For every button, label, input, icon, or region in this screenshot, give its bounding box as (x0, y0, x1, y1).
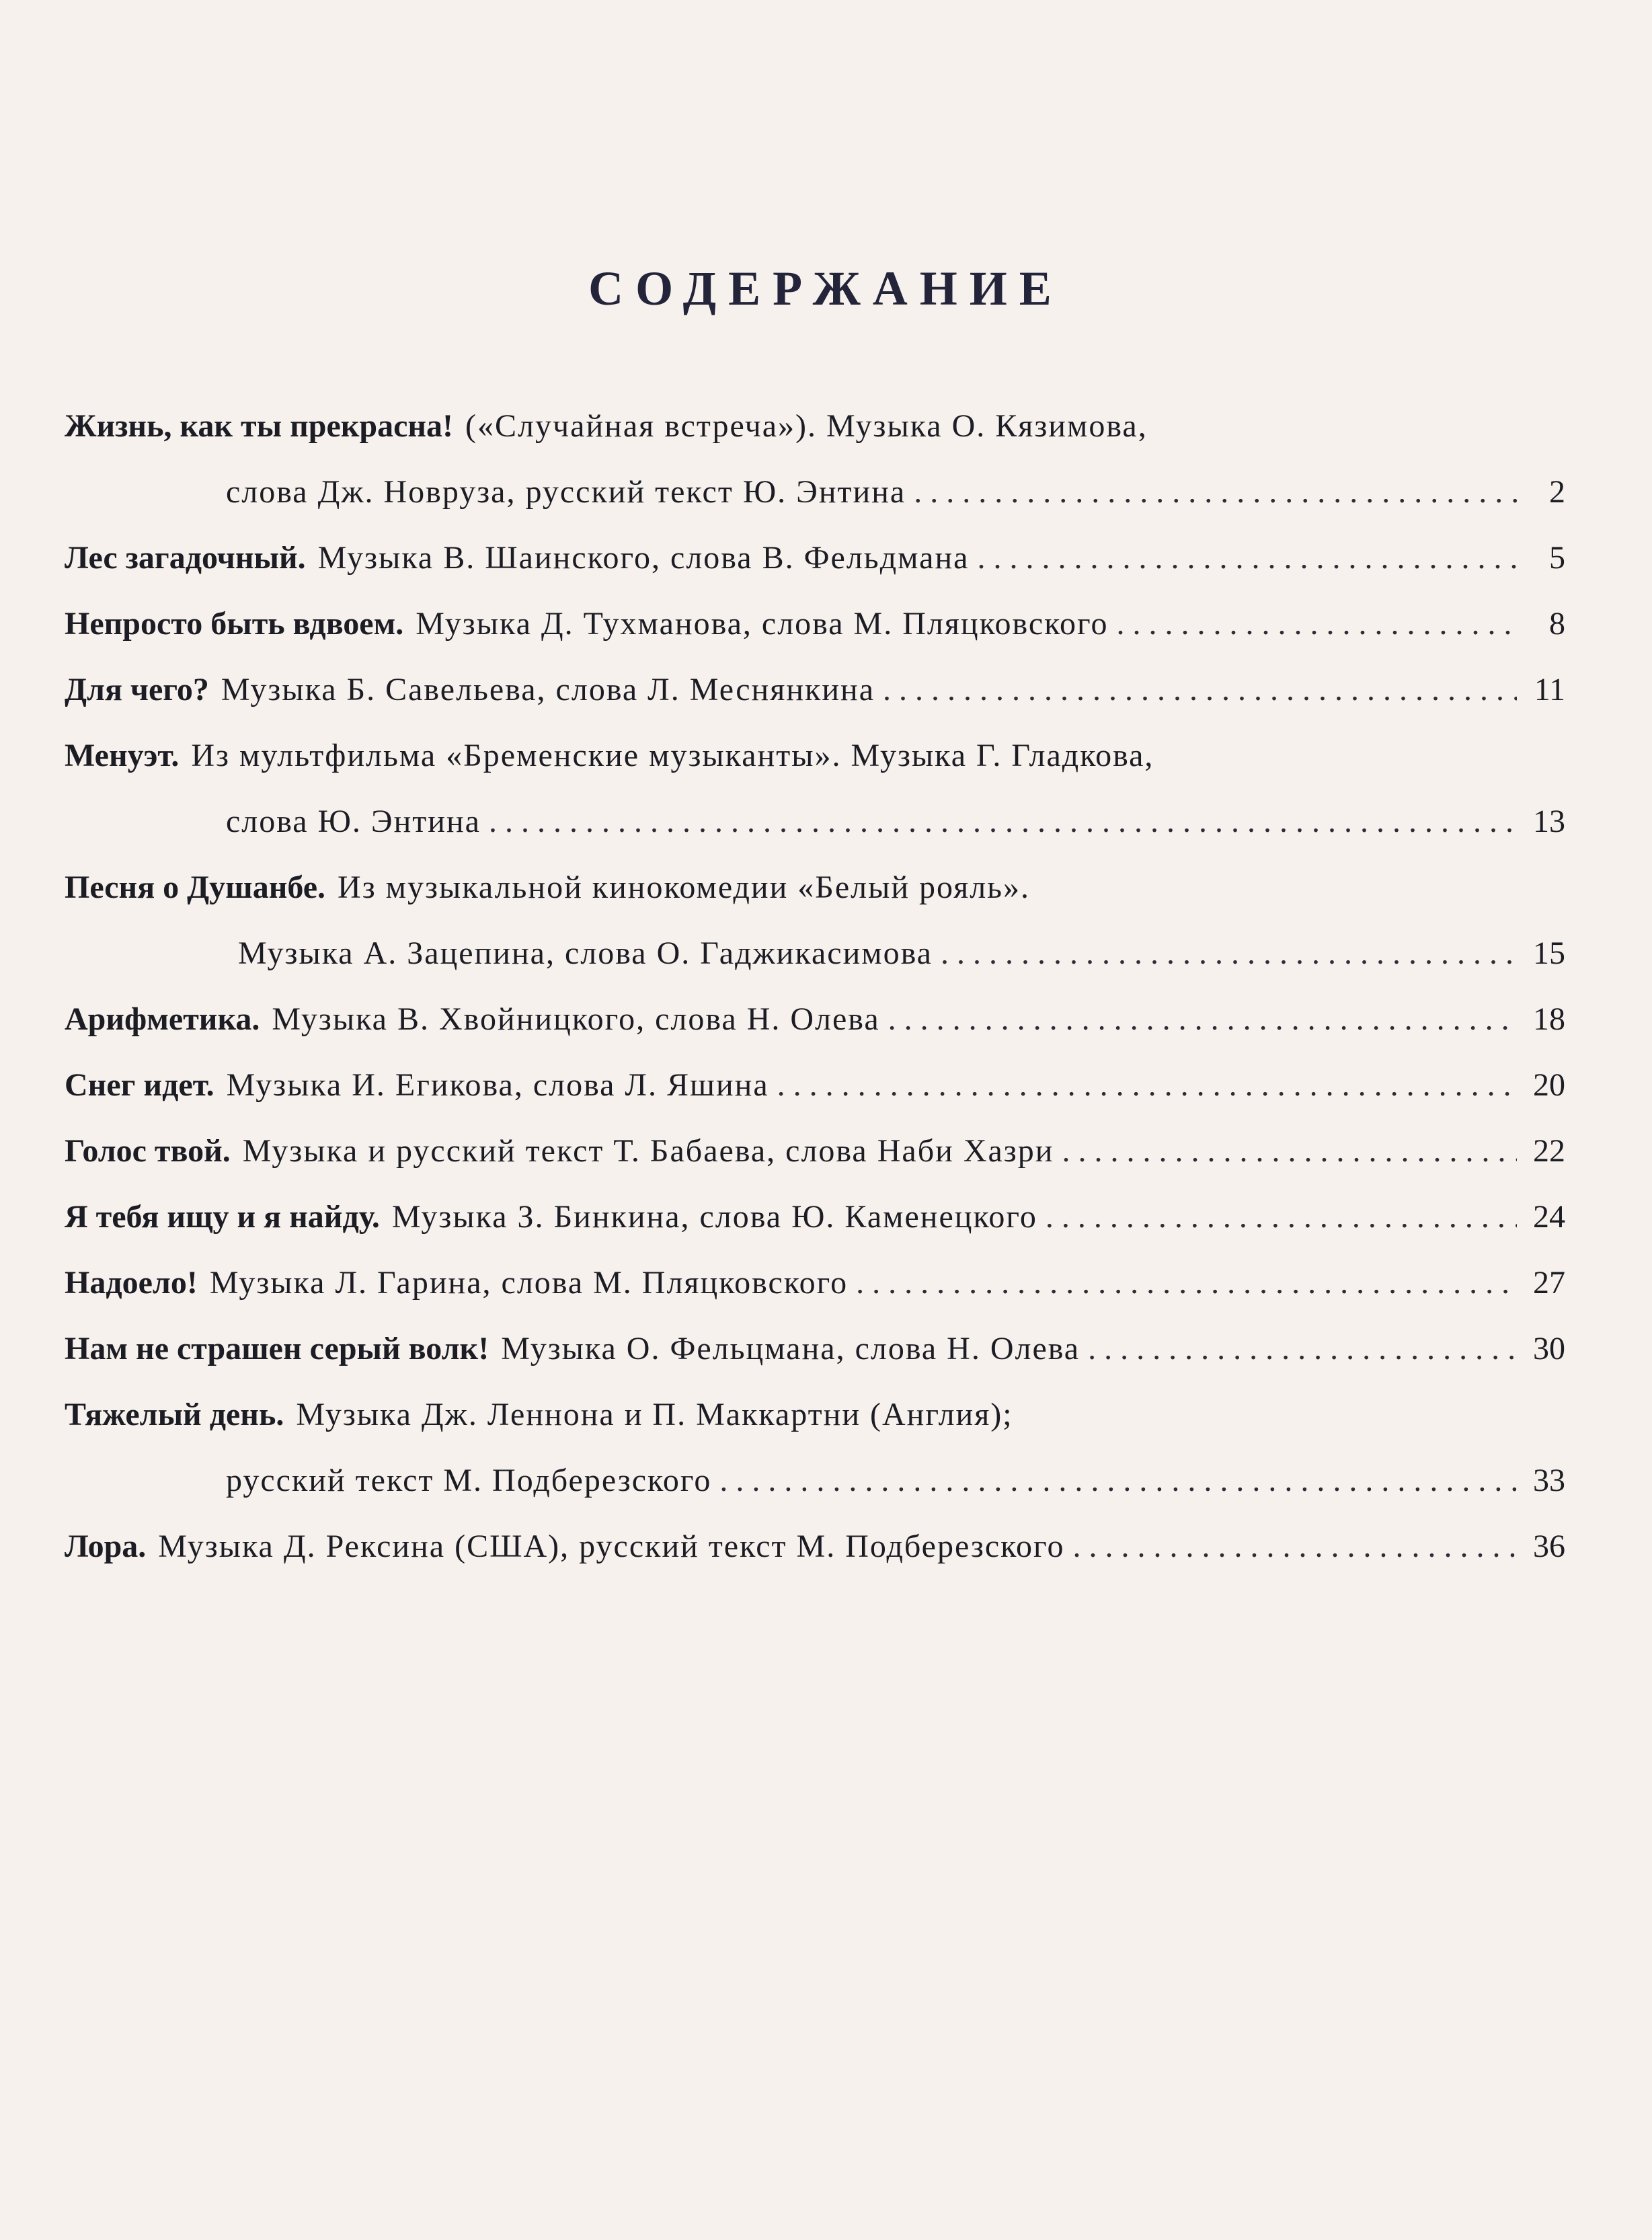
song-title: Надоело! (65, 1265, 198, 1301)
page-title: СОДЕРЖАНИЕ (588, 262, 1064, 315)
toc-entry-line (65, 1250, 1565, 1316)
page-number: 20 (1533, 1067, 1565, 1103)
dot-leader (1088, 1316, 1517, 1382)
toc-entry-line (65, 921, 1565, 987)
song-title: Нам не страшен серый волк! (65, 1331, 489, 1366)
dot-leader (719, 1448, 1517, 1514)
page-number: 15 (1533, 935, 1565, 971)
song-credits: слова Ю. Энтина (226, 804, 481, 839)
song-title: Непросто быть вдвоем. (65, 606, 404, 642)
song-title: Лес загадочный. (65, 540, 306, 576)
toc-entry (65, 393, 1565, 525)
song-credits: Музыка А. Зацепина, слова О. Гаджикасимова (238, 935, 933, 971)
toc-entry-line (65, 855, 1565, 921)
page-number: 33 (1533, 1463, 1565, 1498)
page-number: 22 (1533, 1133, 1565, 1169)
song-credits: Музыка и русский текст Т. Бабаева, слова Наби Хазри (242, 1133, 1054, 1169)
song-credits: Музыка В. Шаинского, слова В. Фельдмана (317, 540, 970, 576)
song-title: Арифметика. (65, 1001, 260, 1037)
song-title: Я тебя ищу и я найду. (65, 1199, 380, 1235)
toc-entry (65, 1118, 1565, 1184)
dot-leader (1046, 1184, 1517, 1250)
song-credits: Музыка Дж. Леннона и П. Маккартни (Англия); (296, 1397, 1013, 1432)
song-credits: Музыка Б. Савельева, слова Л. Меснянкина (221, 672, 875, 707)
song-credits: («Случайная встреча»). Музыка О. Кязимова, (465, 408, 1148, 444)
song-credits: Музыка И. Егикова, слова Л. Яшина (226, 1067, 769, 1103)
page-number: 2 (1549, 474, 1565, 510)
toc-entry (65, 1052, 1565, 1118)
song-title: Для чего? (65, 672, 209, 707)
song-credits: Музыка О. Фельцмана, слова Н. Олева (501, 1331, 1080, 1366)
dot-leader (1073, 1514, 1517, 1580)
song-credits: Музыка Л. Гарина, слова М. Пляцковского (209, 1265, 849, 1301)
toc-entry-line (65, 789, 1565, 855)
dot-leader (1117, 591, 1517, 657)
dot-leader (1062, 1118, 1517, 1184)
page-number: 13 (1533, 804, 1565, 839)
toc-entry-line (65, 1514, 1565, 1580)
song-title: Лора. (65, 1529, 147, 1564)
toc-entry (65, 1184, 1565, 1250)
toc-entry-line (65, 723, 1565, 789)
toc-entry (65, 525, 1565, 591)
page-number: 36 (1533, 1529, 1565, 1564)
toc-entry-line (65, 393, 1565, 459)
song-credits: русский текст М. Подберезского (226, 1463, 712, 1498)
toc-entry (65, 591, 1565, 657)
dot-leader (883, 657, 1517, 723)
dot-leader (941, 921, 1517, 987)
song-credits: Музыка Д. Рексина (США), русский текст М. Подберезского (158, 1529, 1065, 1564)
toc-entry-line (65, 987, 1565, 1052)
song-credits: слова Дж. Новруза, русский текст Ю. Энтина (226, 474, 906, 510)
dot-leader (914, 459, 1517, 525)
toc-entry (65, 855, 1565, 987)
song-title: Жизнь, как ты прекрасна! (65, 408, 454, 444)
toc-entry-line (65, 1316, 1565, 1382)
toc-entry-line (65, 1118, 1565, 1184)
song-credits: Музыка З. Бинкина, слова Ю. Каменецкого (391, 1199, 1037, 1235)
page-number: 24 (1533, 1199, 1565, 1235)
song-title: Голос твой. (65, 1133, 231, 1169)
toc-entry (65, 657, 1565, 723)
toc-entry-line (65, 1052, 1565, 1118)
dot-leader (888, 987, 1517, 1052)
dot-leader (856, 1250, 1517, 1316)
song-title: Песня о Душанбе. (65, 870, 326, 905)
dot-leader (489, 789, 1517, 855)
page-number: 8 (1549, 606, 1565, 642)
toc-entry-line (65, 657, 1565, 723)
song-credits: Из мультфильма «Бременские музыканты». Музыка Г. Гладкова, (191, 738, 1154, 773)
toc-entry (65, 1514, 1565, 1580)
page-number: 18 (1533, 1001, 1565, 1037)
song-title: Менуэт. (65, 738, 180, 773)
page-number: 11 (1534, 672, 1565, 707)
toc-entry (65, 1382, 1565, 1514)
song-title: Тяжелый день. (65, 1397, 284, 1432)
page-number: 30 (1533, 1331, 1565, 1366)
table-of-contents (65, 393, 1565, 1580)
song-credits: Из музыкальной кинокомедии «Белый рояль». (338, 870, 1031, 905)
toc-entry (65, 723, 1565, 855)
toc-entry-line (65, 525, 1565, 591)
toc-entry (65, 987, 1565, 1052)
toc-entry (65, 1250, 1565, 1316)
song-credits: Музыка В. Хвойницкого, слова Н. Олева (272, 1001, 880, 1037)
song-title: Снег идет. (65, 1067, 214, 1103)
page-number: 27 (1533, 1265, 1565, 1301)
toc-entry-line (65, 1448, 1565, 1514)
toc-entry-line (65, 1382, 1565, 1448)
dot-leader (777, 1052, 1517, 1118)
toc-entry-line (65, 591, 1565, 657)
page-number: 5 (1549, 540, 1565, 576)
toc-entry-line (65, 1184, 1565, 1250)
toc-entry-line (65, 459, 1565, 525)
song-credits: Музыка Д. Тухманова, слова М. Пляцковского (416, 606, 1109, 642)
dot-leader (977, 525, 1517, 591)
toc-entry (65, 1316, 1565, 1382)
